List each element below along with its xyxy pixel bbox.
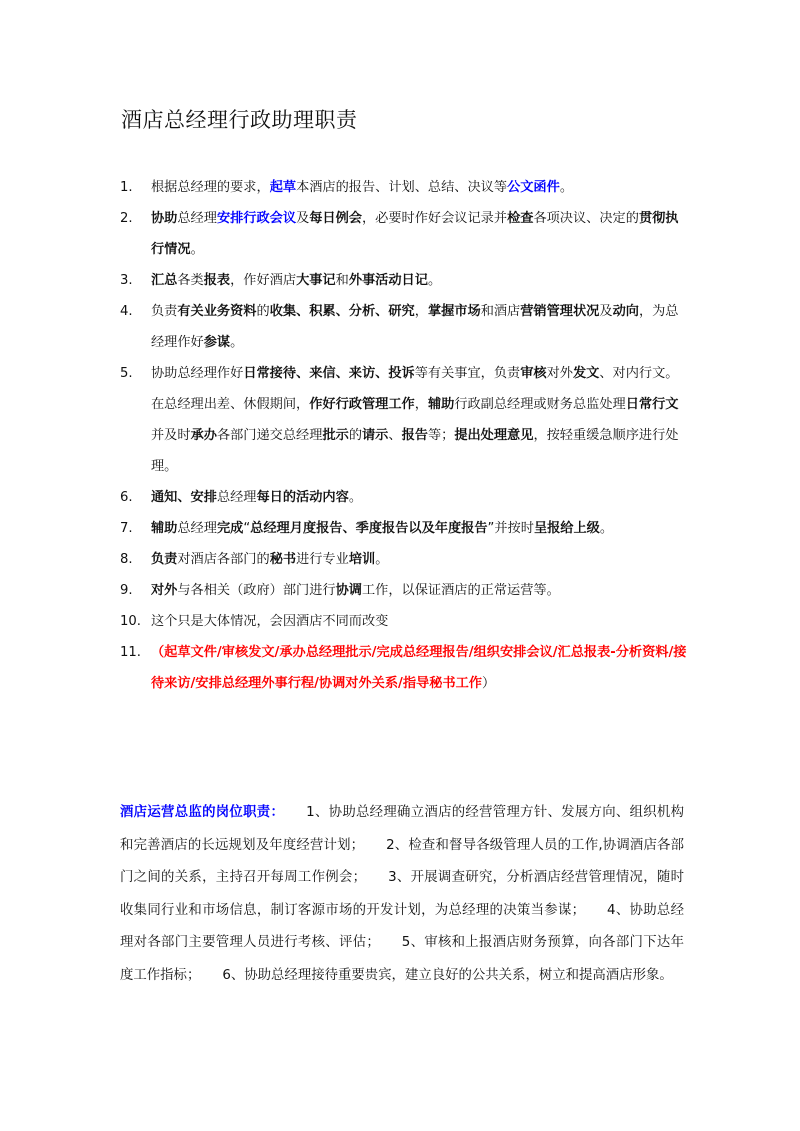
duty-item: [120, 575, 690, 606]
item-text: 公文函件: [507, 180, 560, 195]
item-text: 对外: [546, 366, 573, 381]
item-text: 起草: [269, 180, 297, 195]
item-text: 和酒店: [480, 304, 521, 319]
item-text: 辅助: [427, 397, 455, 412]
document-title: 酒店总经理行政助理职责: [121, 108, 358, 132]
item-text: ）: [481, 676, 496, 691]
item-number: 8.: [120, 552, 133, 567]
item-text: 安排行政会议: [216, 211, 297, 226]
duty-item: [120, 482, 690, 513]
item-text: 根据总经理的要求，: [151, 180, 270, 195]
item-text: 完成: [216, 521, 244, 536]
item-text: ”并按时: [487, 521, 534, 536]
duty-item: [120, 358, 690, 482]
duty-item: [120, 296, 690, 358]
item-text: 对外: [151, 583, 178, 598]
item-number: 10.: [120, 614, 141, 629]
section-heading: 酒店运营总监的岗位职责：: [120, 805, 285, 820]
duty-item: [120, 203, 690, 265]
item-text: 工作，以保证酒店的正常运营等。: [362, 583, 560, 598]
item-text: 进行专业: [296, 552, 349, 567]
duty-item: [120, 606, 690, 637]
item-text: 通知、安排: [151, 490, 217, 505]
item-text: 。: [375, 552, 389, 567]
item-text: ，为总经理作好: [151, 304, 679, 350]
item-text: 呈报给上级: [533, 521, 600, 536]
item-text: 各类: [177, 273, 204, 288]
item-text: 各部门递交总经理: [216, 428, 323, 443]
duty-point: 5、审核和上报酒店财务预算，向各部门下达年度工作指标；: [120, 935, 684, 983]
item-text: 的: [348, 428, 362, 443]
item-text: 总经理月度报告、季度报告以及年度报告: [250, 521, 488, 536]
item-text: 培训: [348, 552, 376, 567]
duty-item: [120, 513, 690, 544]
item-text: 协助: [151, 211, 178, 226]
item-text: 等有关事宜，负责: [414, 366, 521, 381]
item-text: 协调: [335, 583, 362, 598]
item-text: 每日例会: [309, 211, 362, 226]
item-text: 负责: [151, 304, 178, 319]
duty-point: 1、协助总经理确立酒店的经营管理方针、发展方向、组织机构和完善酒店的长远规划及年度经营计划；: [120, 805, 684, 853]
item-text: “: [243, 521, 251, 536]
item-text: 动向: [612, 304, 639, 319]
item-number: 6.: [120, 490, 133, 505]
item-text: 对酒店各部门的: [177, 552, 270, 567]
item-text: 辅助: [151, 521, 178, 536]
item-text: 每日的活动内容: [256, 490, 349, 505]
item-number: 11.: [120, 645, 141, 660]
item-number: 4.: [120, 304, 133, 319]
item-number: 9.: [120, 583, 133, 598]
item-text: 贯彻执行情况: [151, 211, 679, 257]
item-number: 5.: [120, 366, 133, 381]
item-text: 负责: [151, 552, 178, 567]
item-text: 及: [296, 211, 310, 226]
item-text: 日常行文: [625, 397, 679, 412]
item-text: 等；: [427, 428, 455, 443]
item-text: 。: [190, 242, 204, 257]
item-text: 检查: [507, 211, 534, 226]
item-text: 、: [388, 428, 402, 443]
duty-item: [120, 265, 690, 296]
item-text: 收集、积累、分析、研究: [269, 304, 415, 319]
item-text: 并及时: [151, 428, 191, 443]
item-text: 请示: [362, 428, 389, 443]
item-text: ，: [414, 397, 428, 412]
item-text: 批示: [322, 428, 349, 443]
duties-list: [120, 172, 690, 699]
item-text: 审核: [520, 366, 547, 381]
item-number: 3.: [120, 273, 133, 288]
item-text: 与各相关（政府）部门进行: [177, 583, 336, 598]
item-text: 掌握市场: [427, 304, 481, 319]
item-text: 、对内行文。在总经理出差、休假期间，: [151, 366, 679, 412]
duty-item: [120, 172, 690, 203]
item-text: 总经理: [177, 211, 217, 226]
item-number: 1.: [120, 180, 133, 195]
operations-director-duties: [120, 797, 684, 993]
duty-point: 6、协助总经理接待重要贵宾，建立良好的公共关系，树立和提高酒店形象。: [222, 967, 673, 983]
item-text: 报表: [203, 273, 231, 288]
duty-point: 3、开展调查研究，分析酒店经营管理情况，随时收集同行业和市场信息，制订客源市场的开发计划，为总经理的决策当参谋；: [120, 870, 684, 918]
duty-point: 2、检查和督导各级管理人员的工作,协调酒店各部门之间的关系，主持召开每周工作例会；: [120, 837, 684, 886]
item-text: ，作好酒店: [230, 273, 297, 288]
item-text: 发文: [573, 366, 600, 381]
item-text: 承办: [190, 428, 217, 443]
item-text: ，按轻重缓急顺序进行处理。: [151, 428, 679, 474]
item-text: 行政副总经理或财务总监处理: [454, 397, 626, 412]
item-text: 外事活动日记: [348, 273, 428, 288]
item-text: 和: [335, 273, 349, 288]
item-text: 的: [256, 304, 270, 319]
item-text: 日常接待、来信、来访、投诉: [243, 366, 415, 381]
item-text: 总经理: [177, 521, 217, 536]
item-text: 有关业务资料: [177, 304, 257, 319]
item-text: 。: [230, 335, 244, 350]
item-text: 各项决议、决定的: [533, 211, 639, 226]
item-number: 2.: [120, 211, 133, 226]
item-text: 营销管理状况: [520, 304, 600, 319]
item-text: 汇总: [151, 273, 178, 288]
item-text: ，必要时作好会议记录并: [362, 211, 508, 226]
item-number: 7.: [120, 521, 133, 536]
item-text: 这个只是大体情况，会因酒店不同而改变: [151, 614, 389, 629]
item-text: 。: [599, 521, 614, 536]
item-text: （起草文件/审核发文/承办总经理批示/完成总经理报告/组织安排会议/汇总报表-分析资料/接待来访/安排总经理外事行程/协调对外关系/指导秘书工作: [151, 645, 687, 691]
item-text: 及: [599, 304, 613, 319]
item-text: 。: [559, 180, 573, 195]
item-text: 大事记: [296, 273, 336, 288]
item-text: ，: [414, 304, 428, 319]
item-text: 本酒店的报告、计划、总结、决议等: [296, 180, 508, 195]
duty-item: [120, 637, 690, 699]
item-text: 协助总经理作好: [151, 366, 244, 381]
item-text: 。: [427, 273, 442, 288]
item-text: 报告: [401, 428, 428, 443]
item-text: 。: [348, 490, 362, 505]
item-text: 总经理: [216, 490, 257, 505]
duty-item: [120, 544, 690, 575]
item-text: 秘书: [269, 552, 297, 567]
item-text: 作好行政管理工作: [309, 397, 415, 412]
item-text: 参谋: [203, 335, 231, 350]
item-text: 提出处理意见: [454, 428, 534, 443]
duty-point: 4、协助总经理对各部门主要管理人员进行考核、评估；: [120, 902, 684, 951]
